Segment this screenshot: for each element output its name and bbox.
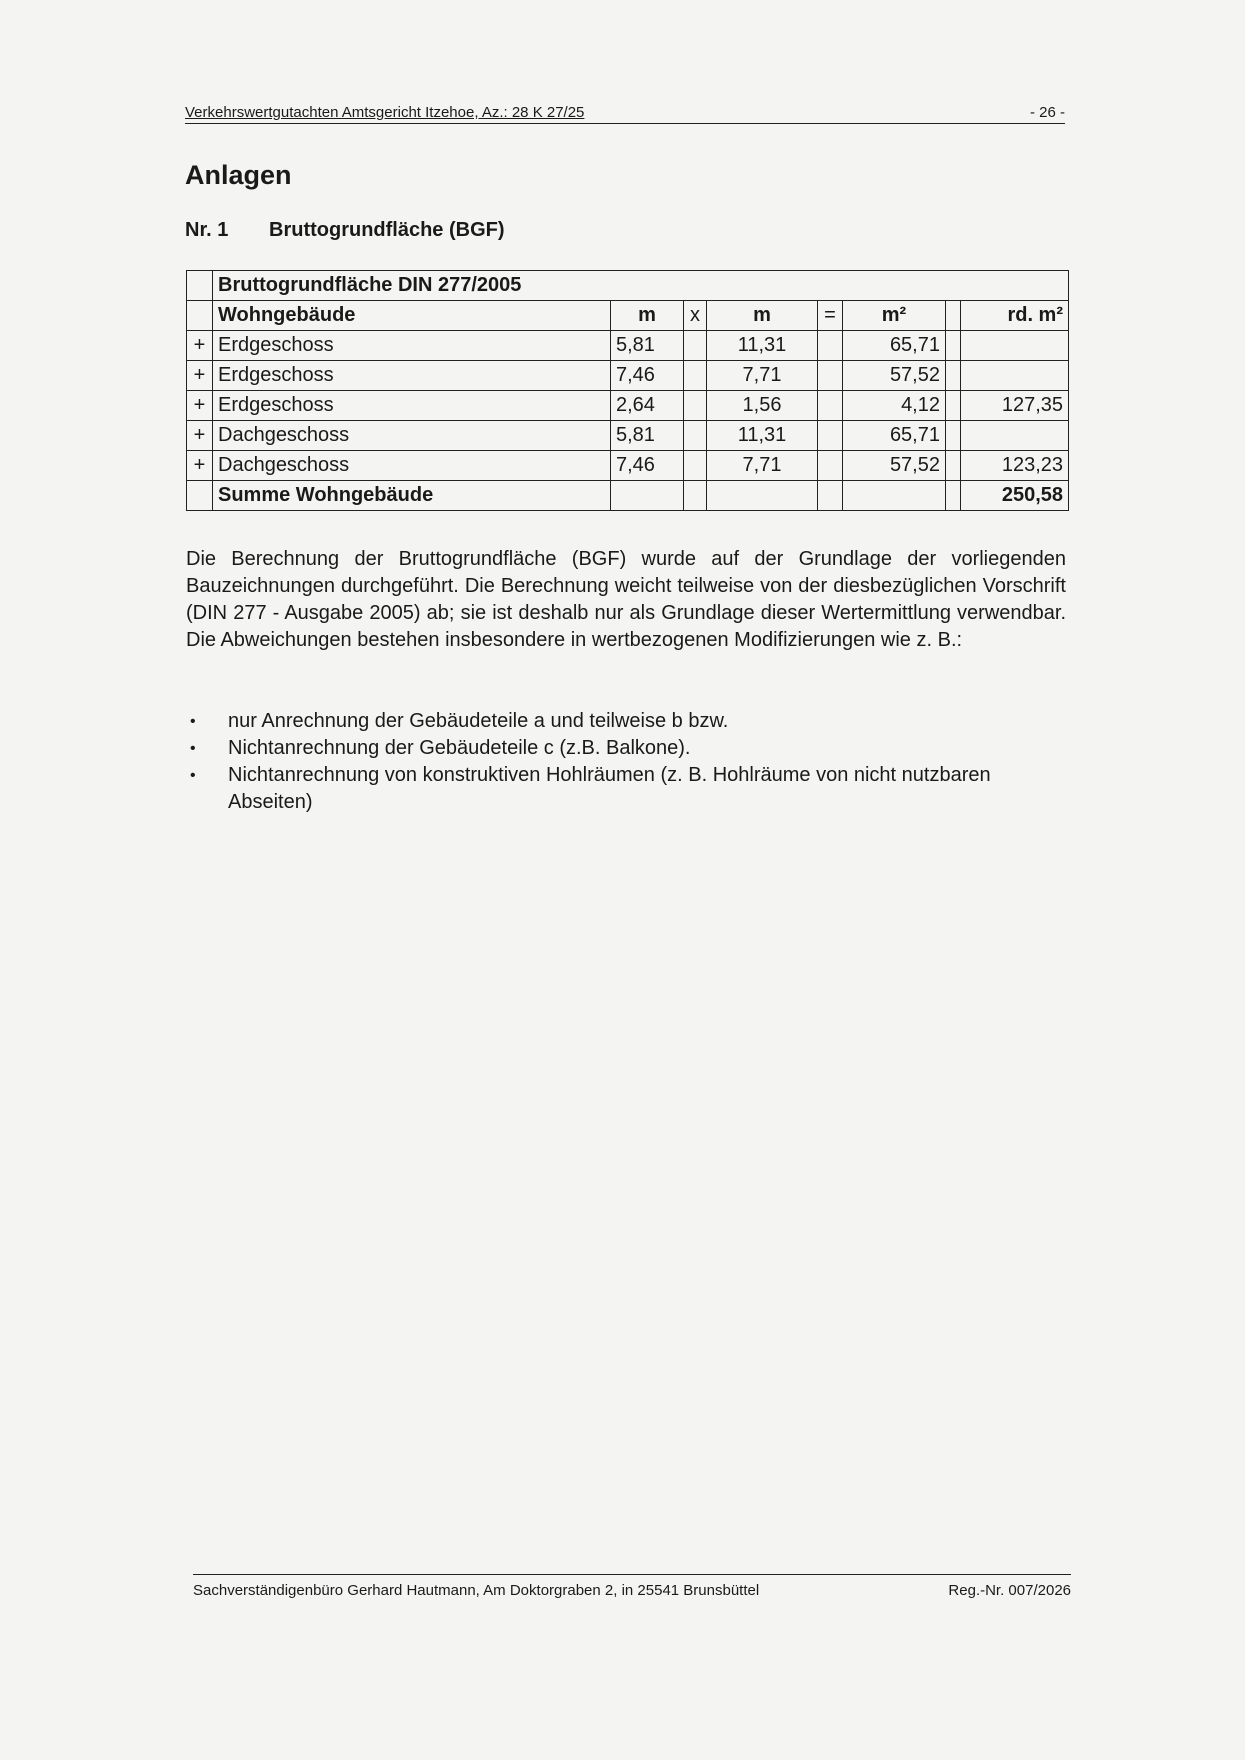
page-footer: [193, 1574, 1071, 1599]
section-title: Bruttogrundfläche (BGF): [269, 219, 505, 241]
row-sign: +: [187, 391, 213, 421]
header-label: Wohngebäude: [213, 301, 611, 331]
table-cell: [684, 361, 707, 391]
list-item: • nur Anrechnung der Gebäudeteile a und teilweise b bzw.: [186, 708, 1066, 735]
table-cell: [818, 451, 843, 481]
table-cell: [946, 331, 961, 361]
bullet-icon: •: [190, 767, 196, 784]
row-label: Erdgeschoss: [213, 361, 611, 391]
table-row: [187, 331, 1069, 361]
row-length: 7,46: [611, 451, 684, 481]
sum-row: [187, 481, 1069, 511]
section-number: Nr. 1: [185, 219, 229, 241]
table-cell: [707, 481, 818, 511]
row-total: [961, 361, 1069, 391]
row-area: 4,12: [843, 391, 946, 421]
row-label: Dachgeschoss: [213, 421, 611, 451]
table-cell: [684, 421, 707, 451]
explanation-paragraph: Die Berechnung der Bruttogrundfläche (BGF) wurde auf der Grundlage der vorliegenden Bauzeichnungen durchgeführt. Die Berechnung weicht teilweise von der diesbezüglichen Vorschrift (DIN 277 - Ausgabe 2005) ab; sie ist deshalb nur als Grundlage dieser Wertermittlung verwendbar. Die Abweichungen bestehen insbesondere in wertbezogenen Modifizierungen wie z. B.:: [186, 548, 1066, 651]
row-label: Erdgeschoss: [213, 331, 611, 361]
table-row: [187, 451, 1069, 481]
section-heading: [185, 219, 505, 242]
table-cell: [818, 481, 843, 511]
header-reference: Verkehrswertgutachten Amtsgericht Itzehoe, Az.: 28 K 27/25: [185, 104, 585, 121]
footer-address: Sachverständigenbüro Gerhard Hautmann, Am Doktorgraben 2, in 25541 Brunsbüttel: [193, 1582, 760, 1599]
table-cell: [611, 481, 684, 511]
row-length: 7,46: [611, 361, 684, 391]
row-width: 7,71: [707, 451, 818, 481]
table-caption-row: [187, 271, 1069, 301]
row-area: 57,52: [843, 361, 946, 391]
row-sign: +: [187, 451, 213, 481]
list-item: • Nichtanrechnung von konstruktiven Hohlräumen (z. B. Hohlräume von nicht nutzbaren Abseiten): [190, 764, 991, 813]
sum-total: 250,58: [961, 481, 1069, 511]
row-sign: +: [187, 421, 213, 451]
sum-label: Summe Wohngebäude: [213, 481, 611, 511]
header-x: x: [684, 301, 707, 331]
row-width: 11,31: [707, 421, 818, 451]
table-row: [187, 421, 1069, 451]
table-cell: [684, 481, 707, 511]
bullet-list: [186, 708, 1066, 816]
table-cell: [946, 451, 961, 481]
table-row: [187, 361, 1069, 391]
row-area: 57,52: [843, 451, 946, 481]
table-cell: [818, 421, 843, 451]
bullet-icon: •: [190, 740, 196, 757]
bgf-table: [186, 270, 1069, 511]
table-cell: [946, 391, 961, 421]
table-cell: [818, 361, 843, 391]
table-cell: [946, 301, 961, 331]
table-cell: [946, 481, 961, 511]
table-cell: [843, 481, 946, 511]
row-length: 5,81: [611, 421, 684, 451]
row-label: Dachgeschoss: [213, 451, 611, 481]
table-cell: [187, 271, 213, 301]
table-row: [187, 391, 1069, 421]
header-area: m²: [843, 301, 946, 331]
row-sign: +: [187, 331, 213, 361]
table-cell: [684, 391, 707, 421]
table-cell: [946, 361, 961, 391]
table-cell: [684, 331, 707, 361]
row-total: 123,23: [961, 451, 1069, 481]
table-caption: Bruttogrundfläche DIN 277/2005: [213, 271, 1069, 301]
row-area: 65,71: [843, 331, 946, 361]
row-total: [961, 421, 1069, 451]
row-area: 65,71: [843, 421, 946, 451]
table-cell: [818, 331, 843, 361]
footer-reg-number: Reg.-Nr. 007/2026: [948, 1582, 1071, 1599]
header-m1: m: [611, 301, 684, 331]
page-header: [185, 104, 1065, 124]
table-cell: [187, 301, 213, 331]
row-length: 5,81: [611, 331, 684, 361]
row-sign: +: [187, 361, 213, 391]
row-total: 127,35: [961, 391, 1069, 421]
row-width: 7,71: [707, 361, 818, 391]
list-item: • Nichtanrechnung der Gebäudeteile c (z.B. Balkone).: [186, 735, 1066, 762]
row-length: 2,64: [611, 391, 684, 421]
row-total: [961, 331, 1069, 361]
page-number: - 26 -: [1029, 104, 1065, 121]
table-cell: [187, 481, 213, 511]
row-width: 11,31: [707, 331, 818, 361]
header-total: rd. m²: [961, 301, 1069, 331]
header-m2: m: [707, 301, 818, 331]
row-label: Erdgeschoss: [213, 391, 611, 421]
table-header-row: [187, 301, 1069, 331]
table-cell: [684, 451, 707, 481]
bullet-icon: •: [190, 713, 196, 730]
table-cell: [946, 421, 961, 451]
header-eq: =: [818, 301, 843, 331]
table-cell: [818, 391, 843, 421]
page-title: Anlagen: [185, 160, 292, 190]
row-width: 1,56: [707, 391, 818, 421]
